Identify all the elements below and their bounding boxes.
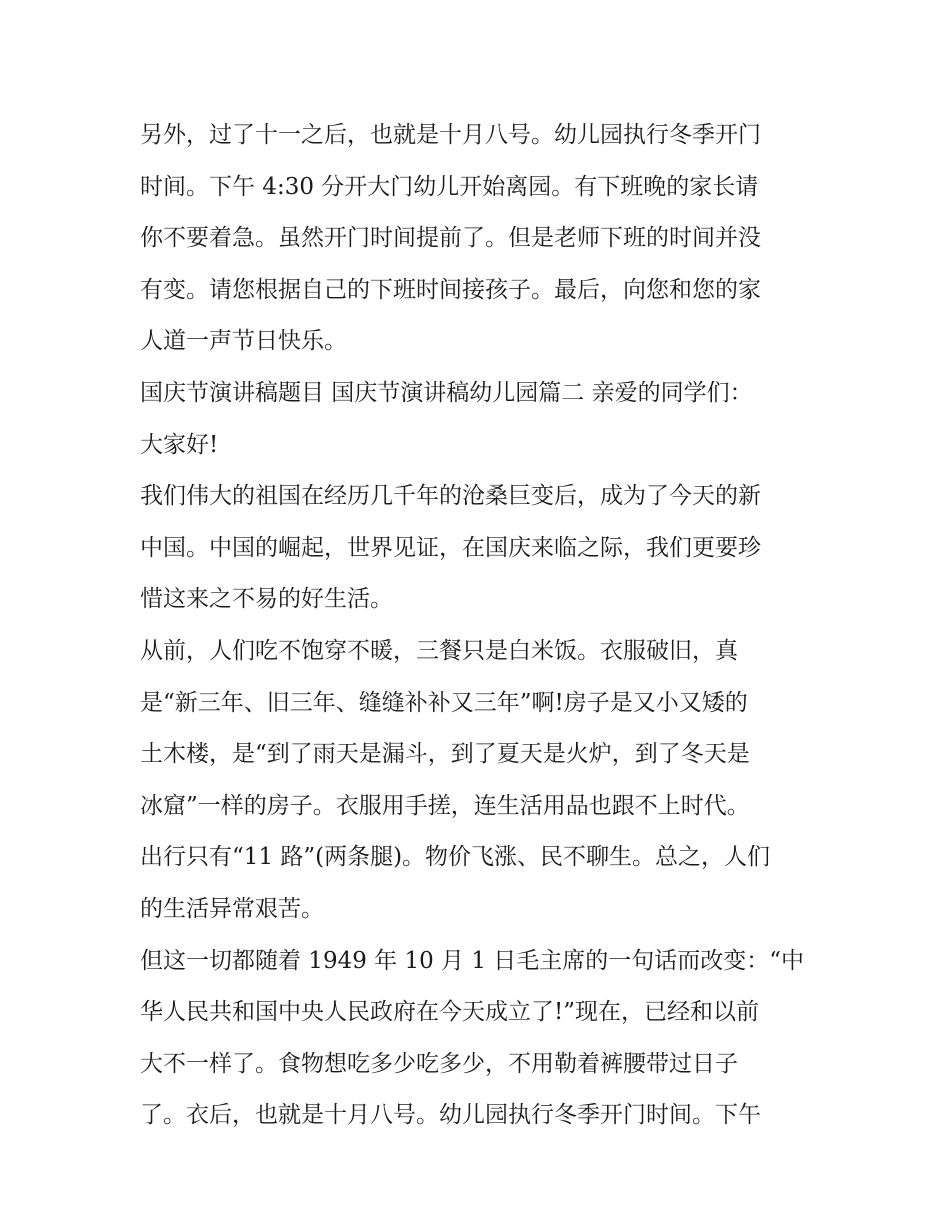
text-line: 华人民共和国中央人民政府在今天成立了!”现在，已经和以前 — [140, 999, 760, 1026]
text-line: 的生活异常艰苦。 — [140, 895, 324, 922]
text-line: 时间。下午 4:30 分开大门幼儿开始离园。有下班晚的家长请 — [140, 173, 759, 200]
text-line: 有变。请您根据自己的下班时间接孩子。最后，向您和您的家 — [140, 276, 761, 303]
greeting-line: 大家好! — [140, 431, 219, 458]
text-line: 你不要着急。虽然开门时间提前了。但是老师下班的时间并没 — [140, 225, 761, 252]
text-line: 人道一声节日快乐。 — [140, 328, 347, 355]
text-line: 了。衣后，也就是十月八号。幼儿园执行冬季开门时间。下午 — [140, 1102, 761, 1129]
text-line: 从前，人们吃不饱穿不暖，三餐只是白米饭。衣服破旧，真 — [140, 637, 738, 664]
text-line: 另外，过了十一之后，也就是十月八号。幼儿园执行冬季开门 — [140, 122, 761, 148]
section-heading-line: 国庆节演讲稿题目 国庆节演讲稿幼儿园篇二 亲爱的同学们： — [140, 379, 753, 406]
text-line: 但这一切都随着 1949 年 10 月 1 日毛主席的一句话而改变：“中 — [140, 947, 805, 974]
body-text — [140, 110, 820, 1142]
text-line: 大不一样了。食物想吃多少吃多少，不用勒着裤腰带过日子 — [140, 1050, 738, 1077]
text-line: 我们伟大的祖国在经历几千年的沧桑巨变后，成为了今天的新 — [140, 483, 761, 510]
text-line: 中国。中国的崛起，世界见证，在国庆来临之际，我们更要珍 — [140, 534, 761, 561]
text-line: 冰窟”一样的房子。衣服用手搓，连生活用品也跟不上时代。 — [140, 792, 750, 819]
text-line: 惜这来之不易的好生活。 — [140, 586, 393, 613]
text-line: 出行只有“11 路”(两条腿)。物价飞涨、民不聊生。总之，人们 — [140, 844, 771, 871]
text-line: 土木楼，是“到了雨天是漏斗，到了夏天是火炉，到了冬天是 — [140, 741, 750, 768]
text-line: 是“新三年、旧三年、缝缝补补又三年”啊!房子是又小又矮的 — [140, 689, 748, 716]
